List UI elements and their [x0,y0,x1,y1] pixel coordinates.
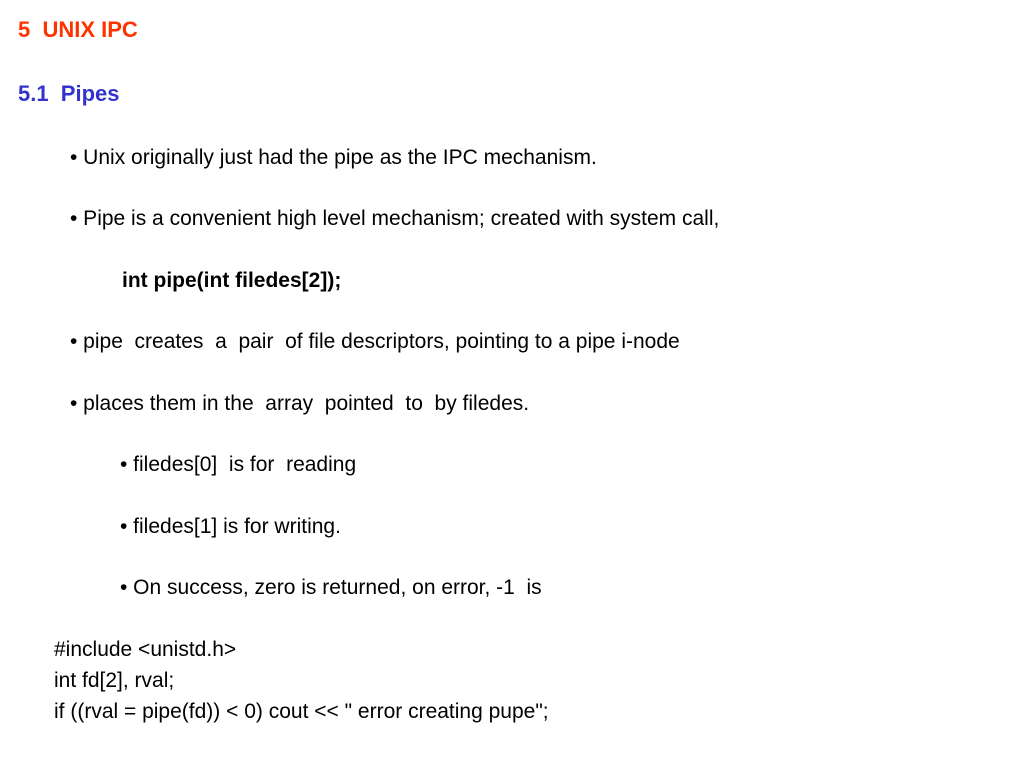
sub-bullet-write-end: • filedes[1] is for writing. [120,515,341,538]
code-line-include: #include <unistd.h> [54,638,237,661]
section-title: 5 UNIX IPC [18,17,138,42]
bullet-pipe-creates: • pipe creates a pair of file descriptors, pointing to a pipe i-node [70,330,680,353]
sub-bullet-return-value: • On success, zero is returned, on error, -1 is [120,576,542,599]
code-line-declaration: int fd[2], rval; [54,669,175,692]
bullet-pipe-history: • Unix originally just had the pipe as the IPC mechanism. [70,146,597,169]
code-line-pipe-check: if ((rval = pipe(fd)) < 0) cout << " error creating pupe"; [54,700,549,723]
subsection-title: 5.1 Pipes [18,81,120,106]
sub-bullet-read-end: • filedes[0] is for reading [120,453,357,476]
bullet-pipe-convenient: • Pipe is a convenient high level mechanism; created with system call, [70,207,720,230]
bullet-places-array: • places them in the array pointed to by filedes. [70,392,530,415]
syscall-signature: int pipe(int filedes[2]); [122,269,342,292]
